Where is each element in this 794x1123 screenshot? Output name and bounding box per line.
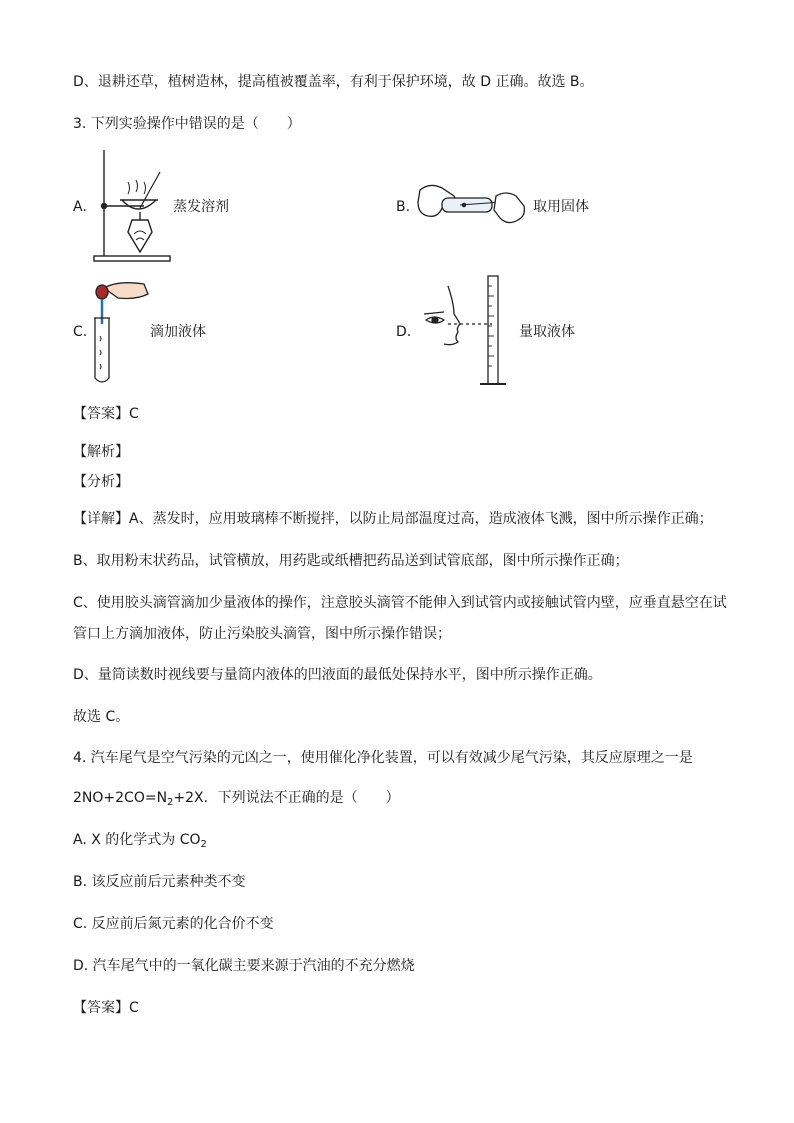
detail-b: B、取用粉末状药品，试管横放，用药匙或纸槽把药品送到试管底部，图中所示操作正确；: [73, 553, 629, 569]
option-b-label: 取用固体: [533, 199, 589, 215]
conclusion: 故选 C。: [73, 709, 130, 725]
detail-d: D、量筒读数时视线要与量筒内液体的凹液面的最低处保持水平，图中所示操作正确。: [73, 667, 602, 683]
option-a-label: 蒸发溶剂: [173, 199, 229, 215]
take-solid-test-tube-figure: [416, 180, 530, 230]
previous-answer-d: D、退耕还草，植树造林，提高植被覆盖率，有利于保护环境，故 D 正确。故选 B。: [73, 74, 594, 90]
equation-part-b: +2X．下列说法不正确的是（ ）: [173, 790, 400, 806]
answer-value-2: C: [129, 1000, 139, 1016]
analysis-subheading: 【分析】: [73, 474, 129, 490]
dropper-test-tube-figure: [90, 278, 152, 388]
detail-a: 【详解】A、蒸发时，应用玻璃棒不断搅拌，以防止局部温度过高，造成液体飞溅，图中所示操作正确；: [73, 511, 713, 527]
question-4-equation: [73, 788, 400, 808]
detail-c-line2: 管口上方滴加液体，防止污染胶头滴管，图中所示操作错误；: [73, 626, 451, 642]
option-c-label: 滴加液体: [150, 324, 206, 340]
answer-value: C: [129, 406, 139, 422]
q4-option-d: D. 汽车尾气中的一氧化碳主要来源于汽油的不充分燃烧: [73, 958, 415, 974]
answer-tag: 【答案】: [73, 406, 129, 422]
evaporation-apparatus-figure: [92, 148, 174, 264]
detail-c-line1: C、使用胶头滴管滴加少量液体的操作，注意胶头滴管不能伸入到试管内或接触试管内壁，应垂直悬空在试: [73, 595, 727, 611]
q4-option-a: [73, 830, 207, 850]
answer-tag-2: 【答案】: [73, 1000, 129, 1016]
option-d-letter: D.: [396, 324, 412, 340]
option-a-letter: A.: [73, 199, 87, 215]
q4-option-a-subscript: 2: [200, 839, 207, 850]
graduated-cylinder-reading-figure: [418, 272, 518, 388]
q4-option-b: B. 该反应前后元素种类不变: [73, 874, 246, 890]
answer-row-2: [73, 998, 139, 1018]
option-b-letter: B.: [396, 199, 411, 215]
q4-option-a-text: A. X 的化学式为 CO: [73, 832, 201, 848]
question-3-stem: 3. 下列实验操作中错误的是（ ）: [73, 116, 301, 132]
equation-part-a: 2NO+2CO=N: [73, 790, 168, 806]
q4-option-c: C. 反应前后氮元素的化合价不变: [73, 916, 274, 932]
answer-row: [73, 404, 139, 424]
option-c-letter: C.: [73, 324, 88, 340]
equation-subscript: 2: [167, 797, 174, 808]
analysis-heading: 【解析】: [73, 444, 129, 460]
option-d-label: 量取液体: [519, 324, 575, 340]
question-4-stem: 4. 汽车尾气是空气污染的元凶之一，使用催化净化装置，可以有效减少尾气污染，其反应原理之一是: [73, 750, 693, 766]
